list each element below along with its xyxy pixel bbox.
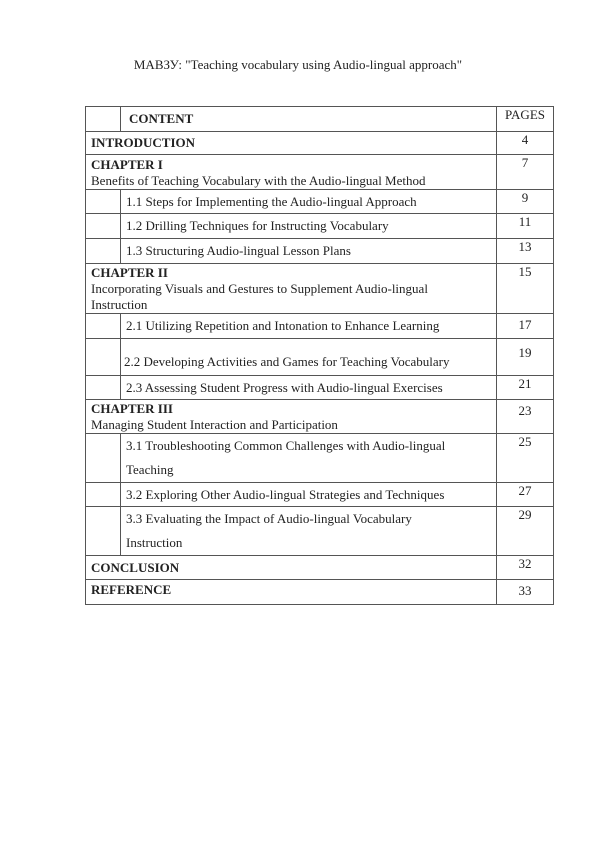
toc-row-section-3-1 (86, 434, 554, 483)
toc-introduction-label: INTRODUCTION (86, 132, 497, 155)
toc-row-section-2-3 (86, 376, 554, 400)
toc-gutter (86, 190, 121, 214)
toc-section-1-1-label: 1.1 Steps for Implementing the Audio-lingual Approach (121, 190, 497, 214)
toc-row-section-2-2 (86, 339, 554, 376)
toc-chapter-3-subtitle: Managing Student Interaction and Participation (91, 417, 338, 432)
toc-section-2-3-page: 21 (497, 376, 554, 400)
toc-row-section-1-1 (86, 190, 554, 214)
toc-row-conclusion (86, 556, 554, 580)
toc-section-2-1-page: 17 (497, 314, 554, 339)
toc-chapter-1-label: CHAPTER I (91, 157, 163, 172)
toc-row-section-3-3 (86, 507, 554, 556)
toc-section-1-2-label: 1.2 Drilling Techniques for Instructing Vocabulary (121, 214, 497, 239)
toc-section-3-1-label: 3.1 Troubleshooting Common Challenges with Audio-lingual Teaching (121, 434, 497, 483)
toc-row-section-2-1 (86, 314, 554, 339)
toc-header-content: CONTENT (121, 107, 497, 132)
toc-row-chapter-1 (86, 155, 554, 190)
toc-section-3-3-label: 3.3 Evaluating the Impact of Audio-lingual Vocabulary Instruction (121, 507, 497, 556)
toc-chapter-1-cell (86, 155, 497, 190)
toc-chapter-3-cell (86, 400, 497, 434)
toc-chapter-2-cell (86, 264, 497, 314)
toc-row-introduction (86, 132, 554, 155)
toc-reference-page: 33 (497, 580, 554, 605)
toc-section-1-3-label: 1.3 Structuring Audio-lingual Lesson Plans (121, 239, 497, 264)
toc-section-2-2-page: 19 (497, 339, 554, 376)
toc-gutter (86, 214, 121, 239)
toc-gutter (86, 314, 121, 339)
toc-section-2-3-label: 2.3 Assessing Student Progress with Audio-lingual Exercises (121, 376, 497, 400)
toc-row-chapter-2 (86, 264, 554, 314)
toc-chapter-2-subtitle: Incorporating Visuals and Gestures to Supplement Audio-lingual Instruction (91, 281, 428, 312)
table-of-contents (85, 106, 554, 605)
toc-reference-label: REFERENCE (86, 580, 497, 605)
toc-section-1-2-page: 11 (497, 214, 554, 239)
toc-chapter-3-page: 23 (497, 400, 554, 434)
toc-section-2-1-label: 2.1 Utilizing Repetition and Intonation to Enhance Learning (121, 314, 497, 339)
toc-row-reference (86, 580, 554, 605)
toc-gutter (86, 434, 121, 483)
toc-chapter-2-page: 15 (497, 264, 554, 314)
toc-row-chapter-3 (86, 400, 554, 434)
toc-gutter (86, 507, 121, 556)
toc-chapter-1-subtitle: Benefits of Teaching Vocabulary with the Audio-lingual Method (91, 173, 426, 188)
toc-row-section-3-2 (86, 483, 554, 507)
toc-conclusion-page: 32 (497, 556, 554, 580)
toc-chapter-2-label: CHAPTER II (91, 265, 168, 280)
toc-gutter (86, 339, 121, 376)
toc-gutter (86, 239, 121, 264)
toc-chapter-1-page: 7 (497, 155, 554, 190)
toc-section-1-1-page: 9 (497, 190, 554, 214)
toc-gutter (86, 483, 121, 507)
toc-row-section-1-2 (86, 214, 554, 239)
toc-section-3-3-page: 29 (497, 507, 554, 556)
document-title: МАВЗУ: "Teaching vocabulary using Audio-lingual approach" (133, 57, 463, 72)
toc-section-3-2-label: 3.2 Exploring Other Audio-lingual Strategies and Techniques (121, 483, 497, 507)
toc-header-pages: PAGES (497, 107, 554, 132)
toc-section-1-3-page: 13 (497, 239, 554, 264)
toc-row-section-1-3 (86, 239, 554, 264)
toc-chapter-3-label: CHAPTER III (91, 401, 173, 416)
toc-section-3-1-page: 25 (497, 434, 554, 483)
toc-introduction-page: 4 (497, 132, 554, 155)
toc-section-3-2-page: 27 (497, 483, 554, 507)
toc-conclusion-label: CONCLUSION (86, 556, 497, 580)
toc-header-gutter (86, 107, 121, 132)
toc-gutter (86, 376, 121, 400)
toc-section-2-2-label: 2.2 Developing Activities and Games for Teaching Vocabulary (121, 339, 497, 376)
toc-header-row (86, 107, 554, 132)
